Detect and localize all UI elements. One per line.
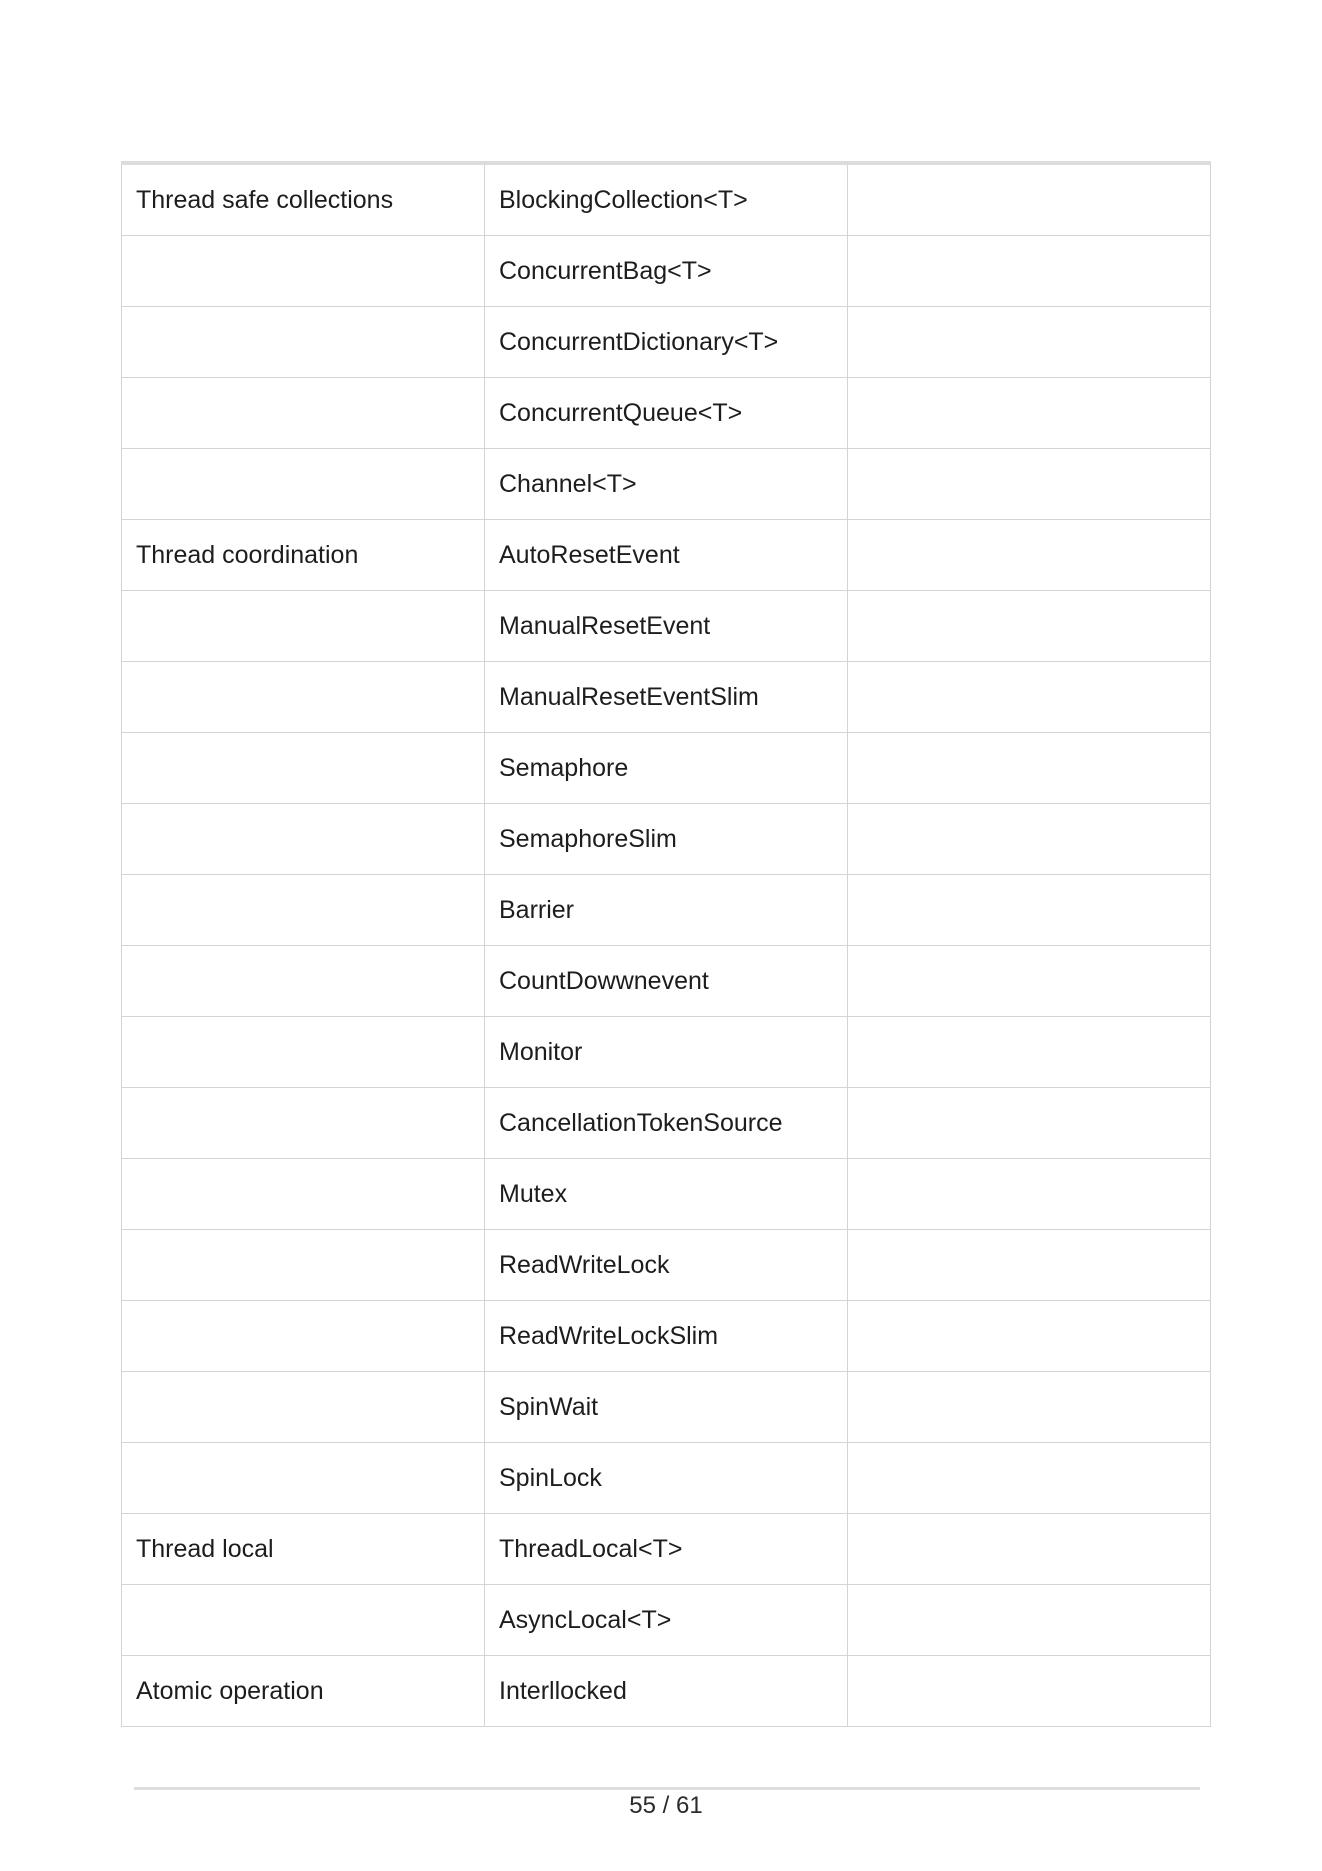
type-cell: ThreadLocal<T>: [485, 1514, 848, 1585]
type-cell: AutoResetEvent: [485, 520, 848, 591]
type-cell: ConcurrentBag<T>: [485, 236, 848, 307]
category-cell: [122, 733, 485, 804]
table-row: [122, 236, 1211, 307]
notes-cell: [848, 1301, 1211, 1372]
notes-cell: [848, 1443, 1211, 1514]
notes-cell: [848, 1088, 1211, 1159]
category-cell: [122, 1159, 485, 1230]
category-cell: [122, 236, 485, 307]
type-cell: SpinLock: [485, 1443, 848, 1514]
table-row: [122, 1372, 1211, 1443]
notes-cell: [848, 1656, 1211, 1727]
category-cell: Thread coordination: [122, 520, 485, 591]
category-cell: [122, 875, 485, 946]
type-cell: BlockingCollection<T>: [485, 163, 848, 236]
table-row: [122, 520, 1211, 591]
notes-cell: [848, 875, 1211, 946]
type-cell: ReadWriteLockSlim: [485, 1301, 848, 1372]
category-cell: Thread local: [122, 1514, 485, 1585]
table-row: [122, 733, 1211, 804]
type-cell: ReadWriteLock: [485, 1230, 848, 1301]
table-row: [122, 1301, 1211, 1372]
table-row: [122, 804, 1211, 875]
type-cell: ManualResetEvent: [485, 591, 848, 662]
table-row: [122, 1514, 1211, 1585]
table-row: [122, 163, 1211, 236]
category-cell: [122, 1372, 485, 1443]
type-cell: ManualResetEventSlim: [485, 662, 848, 733]
table-row: [122, 662, 1211, 733]
table-row: [122, 591, 1211, 662]
category-cell: [122, 1301, 485, 1372]
notes-cell: [848, 449, 1211, 520]
category-cell: [122, 1443, 485, 1514]
page-number: 55 / 61: [629, 1792, 703, 1819]
table-row: [122, 1585, 1211, 1656]
sync-primitives-table: [121, 161, 1211, 1727]
footer-divider: [134, 1787, 1200, 1790]
notes-cell: [848, 1372, 1211, 1443]
type-cell: ConcurrentQueue<T>: [485, 378, 848, 449]
type-cell: Interllocked: [485, 1656, 848, 1727]
table-row: [122, 1088, 1211, 1159]
notes-cell: [848, 307, 1211, 378]
notes-cell: [848, 1230, 1211, 1301]
category-cell: [122, 591, 485, 662]
notes-cell: [848, 520, 1211, 591]
category-cell: [122, 1585, 485, 1656]
notes-cell: [848, 378, 1211, 449]
notes-cell: [848, 1514, 1211, 1585]
category-cell: [122, 662, 485, 733]
category-cell: [122, 378, 485, 449]
notes-cell: [848, 591, 1211, 662]
table-row: [122, 946, 1211, 1017]
type-cell: Channel<T>: [485, 449, 848, 520]
category-cell: Atomic operation: [122, 1656, 485, 1727]
table-row: [122, 1017, 1211, 1088]
notes-cell: [848, 1017, 1211, 1088]
notes-cell: [848, 163, 1211, 236]
table-row: [122, 1443, 1211, 1514]
category-cell: [122, 804, 485, 875]
type-cell: AsyncLocal<T>: [485, 1585, 848, 1656]
type-cell: Mutex: [485, 1159, 848, 1230]
notes-cell: [848, 1159, 1211, 1230]
type-cell: CancellationTokenSource: [485, 1088, 848, 1159]
table-row: [122, 1656, 1211, 1727]
type-cell: Monitor: [485, 1017, 848, 1088]
table-row: [122, 378, 1211, 449]
table-row: [122, 875, 1211, 946]
type-cell: SemaphoreSlim: [485, 804, 848, 875]
table-row: [122, 449, 1211, 520]
table-row: [122, 1159, 1211, 1230]
type-cell: Barrier: [485, 875, 848, 946]
notes-cell: [848, 1585, 1211, 1656]
table-row: [122, 1230, 1211, 1301]
category-cell: [122, 1017, 485, 1088]
notes-cell: [848, 946, 1211, 1017]
category-cell: [122, 1088, 485, 1159]
notes-cell: [848, 662, 1211, 733]
category-cell: [122, 1230, 485, 1301]
type-cell: CountDowwnevent: [485, 946, 848, 1017]
category-cell: [122, 449, 485, 520]
type-cell: SpinWait: [485, 1372, 848, 1443]
category-cell: Thread safe collections: [122, 163, 485, 236]
category-cell: [122, 946, 485, 1017]
type-cell: Semaphore: [485, 733, 848, 804]
notes-cell: [848, 804, 1211, 875]
table-row: [122, 307, 1211, 378]
type-cell: ConcurrentDictionary<T>: [485, 307, 848, 378]
category-cell: [122, 307, 485, 378]
notes-cell: [848, 236, 1211, 307]
notes-cell: [848, 733, 1211, 804]
